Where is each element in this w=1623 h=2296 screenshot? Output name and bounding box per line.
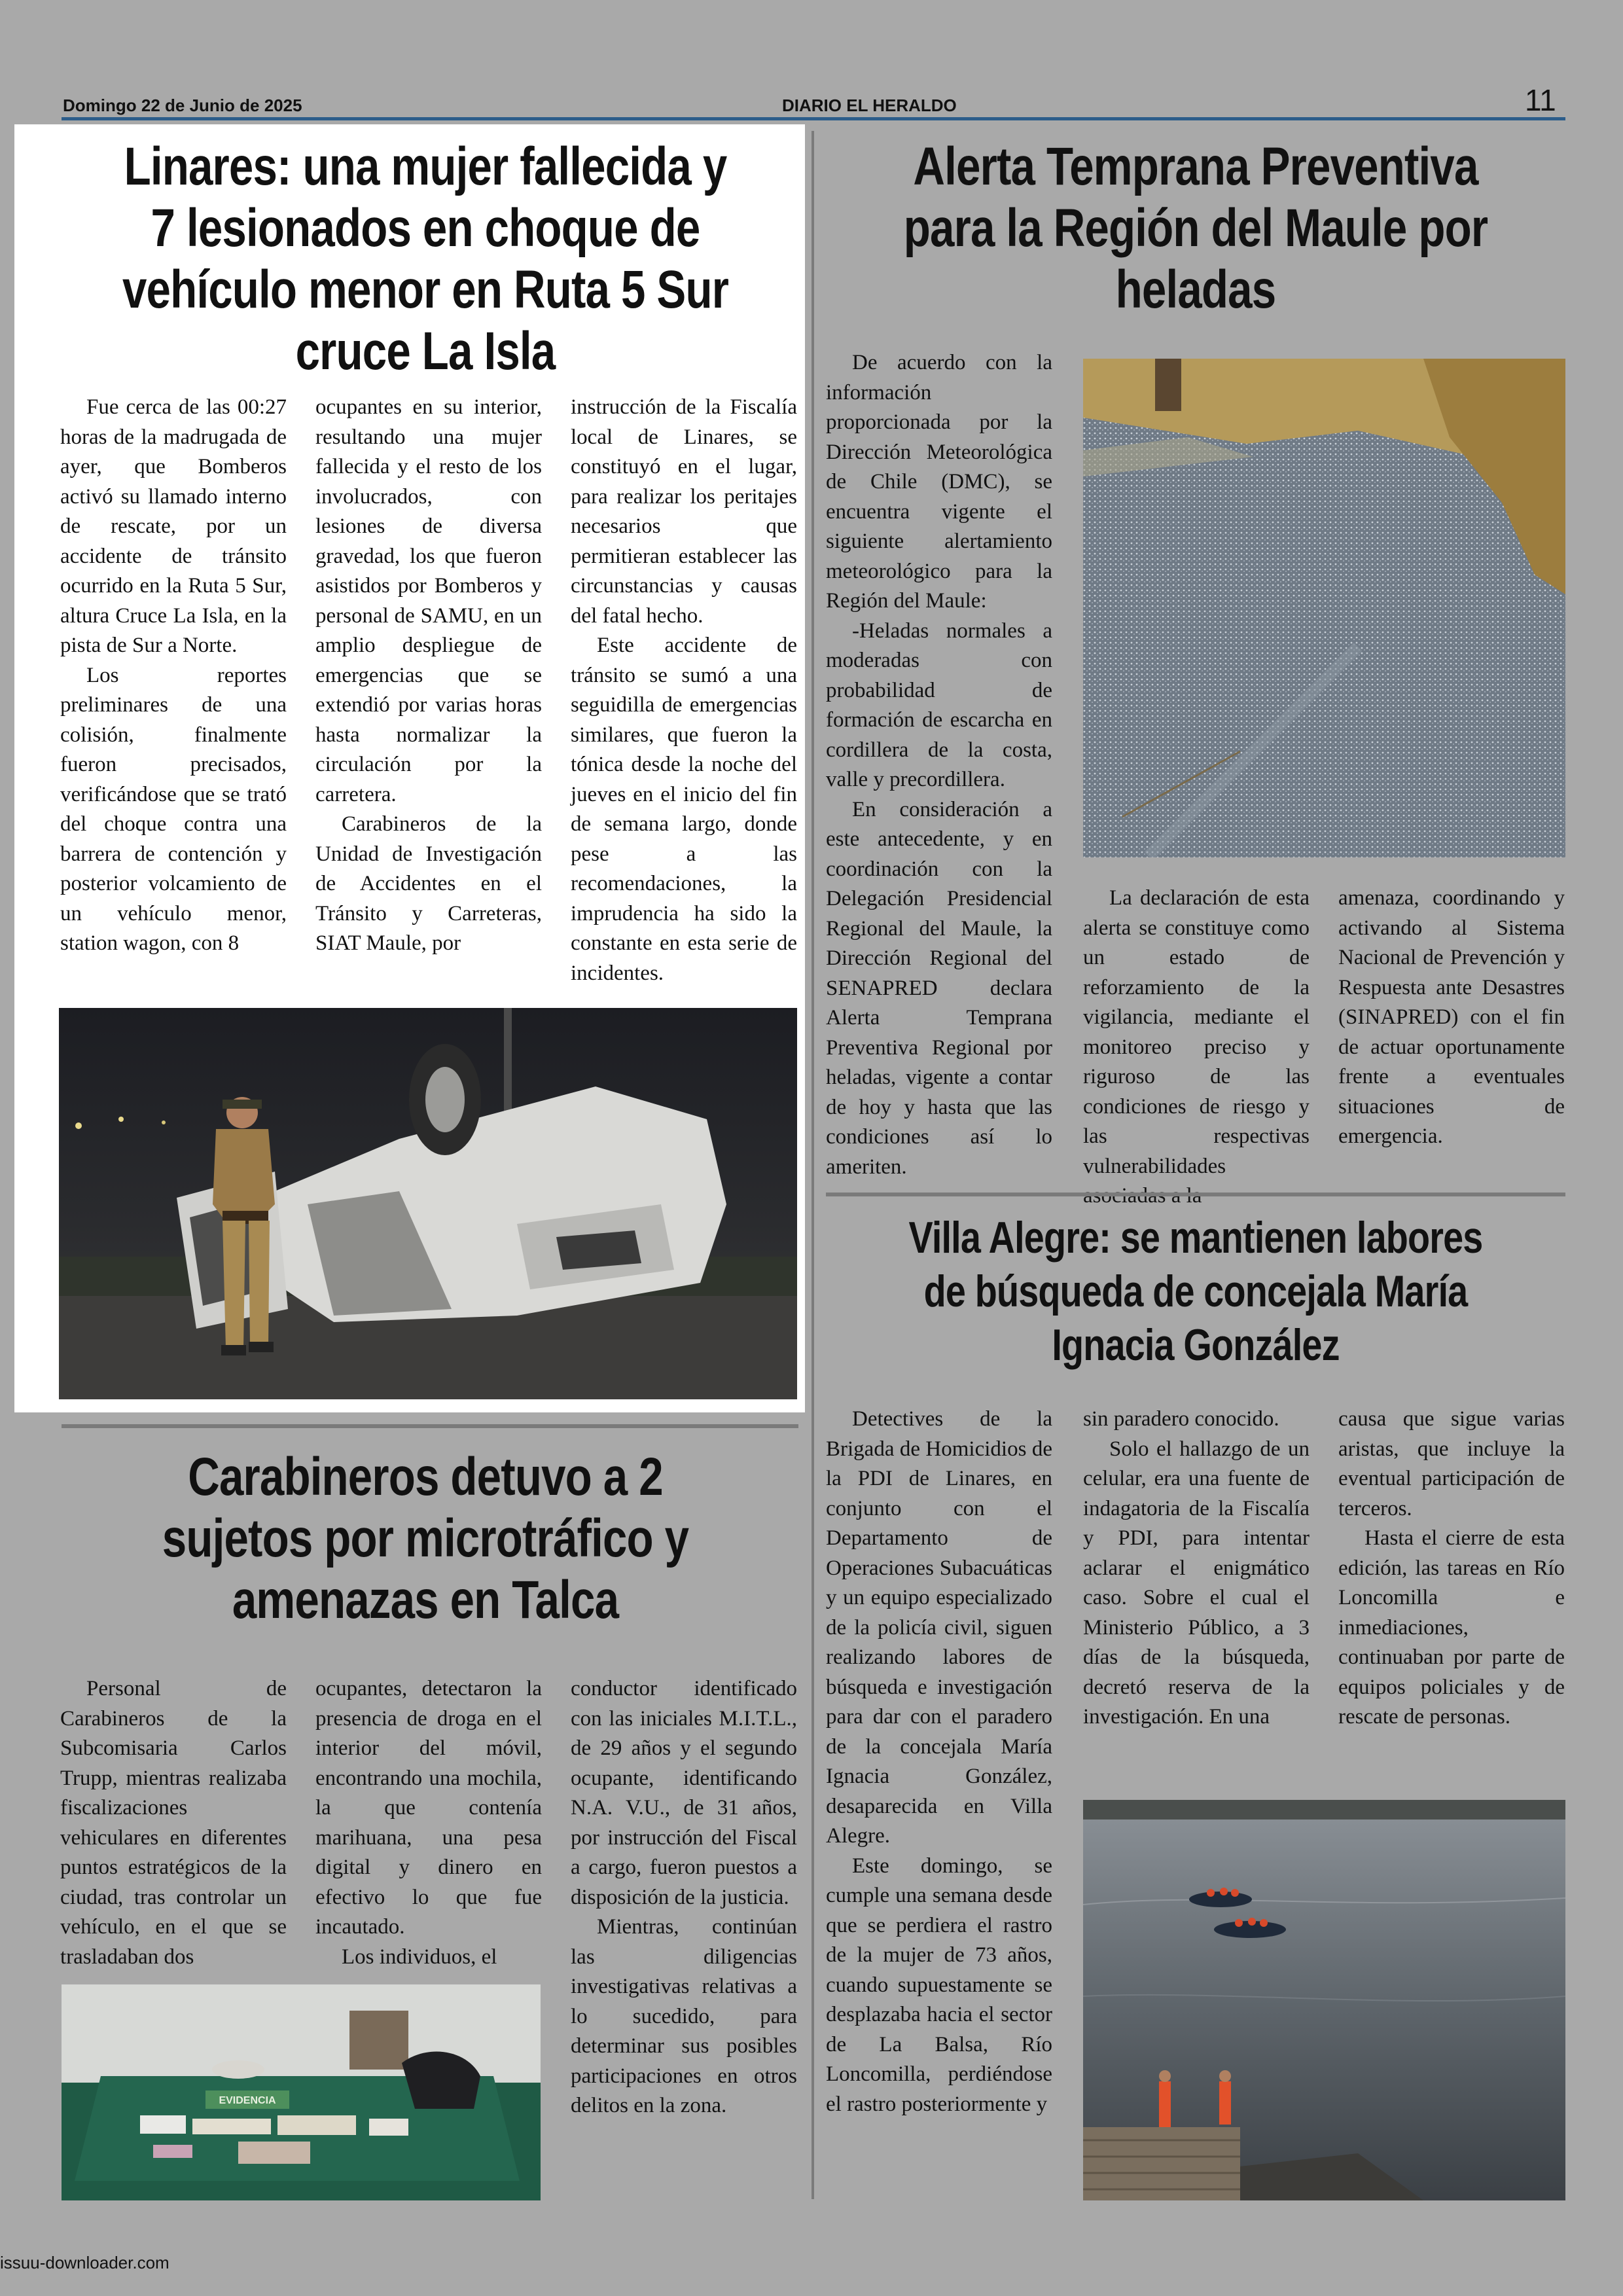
linares-accident-photo (59, 1008, 797, 1399)
villa-col1-p2: Este domingo, se cumple una semana desde que se perdiera el rastro de la mujer de 73 años, cuando supuestamente se desplazaba hacia el sector de La Balsa, Río Loncomilla, perdiéndose el rastro posteriormente y (826, 1854, 1052, 2116)
alerta-col1-p1: De acuerdo con la información proporcionada por la Dirección Meteorológica de Chile (DMC), se encuentra vigente el siguiente alertamiento meteorológico para la Región del Maule: (826, 351, 1052, 613)
section-divider-left (62, 1424, 798, 1428)
alerta-col1-p3: En consideración a este antecedente, y en coordinación con la Delegación Presidencial Regional del Maule, la Dirección Regional del SENAPRED declara Alerta Temprana Preventiva Regional por heladas, vigente a contar de hoy y hasta que las condiciones así lo ameriten. (826, 797, 1052, 1179)
villa-col-1 (826, 1405, 1052, 2119)
villa-headline: Villa Alegre: se mantienen labores de búsqueda de concejala María Ignacia González (908, 1213, 1483, 1370)
carabineros-col-3 (571, 1674, 797, 2121)
linares-col-1 (60, 393, 287, 959)
alerta-col3-p1: amenaza, coordinando y activando al Sistema Nacional de Prevención y Respuesta ante Desastres (SINAPRED) con el fin de actuar oportunamente frente a eventuales situaciones de emergencia. (1338, 886, 1565, 1148)
linares-col2-p1: ocupantes en su interior, resultando una mujer fallecida y el resto de los involucrados, con lesiones de diversa gravedad, los que fueron asistidos por Bomberos y personal de SAMU, en un amplio despliegue de emergencias que se extendió por varias horas hasta normalizar la circulación por la carretera. (315, 395, 542, 806)
carabineros-evidence-photo (62, 1984, 541, 2200)
alerta-col2-p1: La declaración de esta alerta se constituye como un estado de reforzamiento de la vigilancia, mediante el monitoreo preciso y riguroso de las condiciones de riesgo y las respectivas vulnerabilidades (1083, 886, 1310, 1178)
linares-col3-p2: Este accidente de tránsito se sumó a una seguidilla de emergencias similares, que fueron la tónica desde la noche del jueves en el inicio del fin de semana largo, donde pese a las recomendaciones, la imprudencia ha sido la constante en esta serie de incidentes. (571, 634, 797, 985)
carabineros-col3-p2: Mientras, continúan las diligencias investigativas relativas a lo sucedido, para determinar sus posibles participaciones en otros delitos en la zona. (571, 1915, 797, 2117)
villa-river-photo (1083, 1800, 1565, 2200)
alerta-col1-p2: -Heladas normales a moderadas con probabilidad de formación de escarcha en cordillera de la costa, valle y precordillera. (826, 619, 1052, 791)
linares-col-2 (315, 393, 542, 959)
carabineros-col-2 (315, 1674, 542, 1972)
carabineros-col-1 (60, 1674, 287, 1972)
header-page-number: 11 (1525, 83, 1556, 117)
carabineros-col2-p1: ocupantes, detectaron la presencia de droga en el interior del móvil, encontrando una mochila, la que contenía marihuana, una pesa digital y dinero en efectivo lo que fue incautado. (315, 1677, 542, 1939)
alerta-headline: Alerta Temprana Preventiva para la Región del Maule por heladas (903, 137, 1488, 319)
villa-col2-p2: Solo el hallazgo de un celular, era una fuente de indagatoria de la Fiscalía y PDI, para intentar aclarar el enigmático caso. Sobre el cual el Ministerio Público, a 3 días de la búsqueda, decretó reserva de la investigación. En una (1083, 1437, 1310, 1729)
carabineros-headline: Carabineros detuvo a 2 sujetos por microtráfico y amenazas en Talca (162, 1447, 689, 1630)
section-divider-right (826, 1193, 1565, 1196)
villa-col-2 (1083, 1405, 1310, 1732)
alerta-frost-photo (1083, 359, 1565, 857)
villa-col2-p1: sin paradero conocido. (1083, 1407, 1279, 1431)
alerta-col-3 (1338, 884, 1565, 1152)
villa-col3-p1: causa que sigue varias aristas, que incluye la eventual participación de terceros. (1338, 1407, 1565, 1520)
footer-watermark[interactable]: issuu-downloader.com (0, 2253, 169, 2272)
header-paper-name: DIARIO EL HERALDO (782, 96, 957, 115)
alerta-col-1 (826, 348, 1052, 1182)
villa-col3-p2: Hasta el cierre de esta edición, las tareas en Río Loncomilla e inmediaciones, continuaban por parte de equipos policiales y de rescate de personas. (1338, 1526, 1565, 1729)
linares-col3-p1: instrucción de la Fiscalía local de Linares, se constituyó en el lugar, para realizar los peritajes necesarios que permitieran establecer las circunstancias y causas del fatal hecho. (571, 395, 797, 628)
carabineros-col3-p1: conductor identificado con las iniciales M.I.T.L., de 29 años y el segundo ocupante, identificando N.A. V.U., de 31 años, por instrucción del Fiscal a cargo, fueron puestos a disposición de la justicia. (571, 1677, 797, 1909)
carabineros-col2-p2: Los individuos, el (342, 1945, 497, 1969)
villa-col1-p1: Detectives de la Brigada de Homicidios de la PDI de Linares, en conjunto con el Departamento de Operaciones Subacuáticas y un equipo especializado de la policía civil, siguen realizando labores de búsqueda e investigación para dar con el paradero de la concejala María Ignacia González, desaparecida en Villa Alegre. (826, 1407, 1052, 1848)
linares-col1-p1: Fue cerca de las 00:27 horas de la madrugada de ayer, que Bomberos activó su llamado interno de rescate, por un accidente de tránsito ocurrido en la Ruta 5 Sur, altura Cruce La Isla, en la pista de Sur a Norte. (60, 395, 287, 657)
center-vertical-divider (812, 131, 814, 2199)
linares-col2-p2: Carabineros de la Unidad de Investigación de Accidentes en el Tránsito y Carreteras, SIAT Maule, por (315, 812, 542, 955)
carabineros-col1-p1: Personal de Carabineros de la Subcomisaria Carlos Trupp, mientras realizaba fiscalizaciones vehiculares en diferentes puntos estratégicos de la ciudad, tras controlar un vehículo, en el que se trasladaban dos (60, 1677, 287, 1969)
alerta-col-2 (1083, 884, 1310, 1211)
linares-col1-p2: Los reportes preliminares de una colisión, finalmente fueron precisados, verificándose que se trató del choque contra una barrera de contención y posterior volcamiento de un vehículo menor, station wagon, con 8 (60, 663, 287, 955)
linares-col-3 (571, 393, 797, 988)
villa-col-3 (1338, 1405, 1565, 1732)
linares-headline: Linares: una mujer fallecida y 7 lesionados en choque de vehículo menor en Ruta 5 Sur cruce La Isla (122, 137, 729, 381)
evidence-sign-text: EVIDENCIA (219, 2095, 276, 2106)
header-date: Domingo 22 de Junio de 2025 (63, 96, 302, 115)
header-rule (62, 117, 1565, 120)
